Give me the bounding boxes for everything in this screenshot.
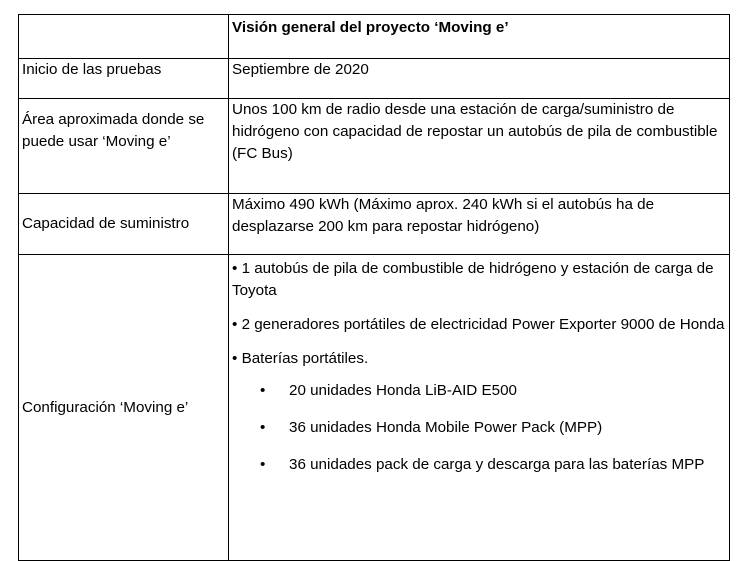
table-row-area bbox=[19, 99, 730, 194]
sub-item-text: 36 unidades Honda Mobile Power Pack (MPP) bbox=[289, 419, 603, 436]
config-label: Configuración ‘Moving e’ bbox=[19, 255, 229, 561]
bullet-symbol: • bbox=[260, 382, 266, 399]
table-title: Visión general del proyecto ‘Moving e’ bbox=[229, 15, 730, 59]
capacity-value: Máximo 490 kWh (Máximo aprox. 240 kWh si el autobús ha de desplazarse 200 km para repostar hidrógeno) bbox=[229, 194, 730, 255]
table-header-row bbox=[19, 15, 730, 59]
config-bullet bbox=[232, 258, 726, 302]
bullet-text: Baterías portátiles. bbox=[241, 350, 369, 367]
table-row-config bbox=[19, 255, 730, 561]
table-row-capacity bbox=[19, 194, 730, 255]
config-value bbox=[229, 255, 730, 561]
list-item bbox=[232, 417, 726, 439]
sub-item-text: 20 unidades Honda LiB-AID E500 bbox=[289, 382, 517, 399]
start-value: Septiembre de 2020 bbox=[229, 59, 730, 99]
table-row-start bbox=[19, 59, 730, 99]
bullet-text: 1 autobús de pila de combustible de hidrógeno y estación de carga de Toyota bbox=[232, 260, 714, 299]
bullet-text: 2 generadores portátiles de electricidad Power Exporter 9000 de Honda bbox=[241, 316, 725, 333]
list-item bbox=[232, 380, 726, 402]
battery-sublist bbox=[232, 380, 726, 476]
area-label: Área aproximada donde se puede usar ‘Moving e’ bbox=[19, 99, 229, 194]
bullet-symbol: • bbox=[232, 260, 238, 277]
sub-item-text: 36 unidades pack de carga y descarga para las baterías MPP bbox=[289, 456, 705, 473]
list-item bbox=[232, 454, 726, 476]
bullet-symbol: • bbox=[260, 419, 266, 436]
bullet-symbol: • bbox=[232, 316, 238, 333]
config-bullet bbox=[232, 314, 726, 336]
bullet-symbol: • bbox=[232, 350, 238, 367]
area-value: Unos 100 km de radio desde una estación de carga/suministro de hidrógeno con capacidad de repostar un autobús de pila de combustible (FC Bus) bbox=[229, 99, 730, 194]
config-bullet bbox=[232, 348, 726, 370]
project-overview-table bbox=[18, 14, 730, 561]
empty-header-cell bbox=[19, 15, 229, 59]
start-label: Inicio de las pruebas bbox=[19, 59, 229, 99]
capacity-label: Capacidad de suministro bbox=[19, 194, 229, 255]
bullet-symbol: • bbox=[260, 456, 266, 473]
